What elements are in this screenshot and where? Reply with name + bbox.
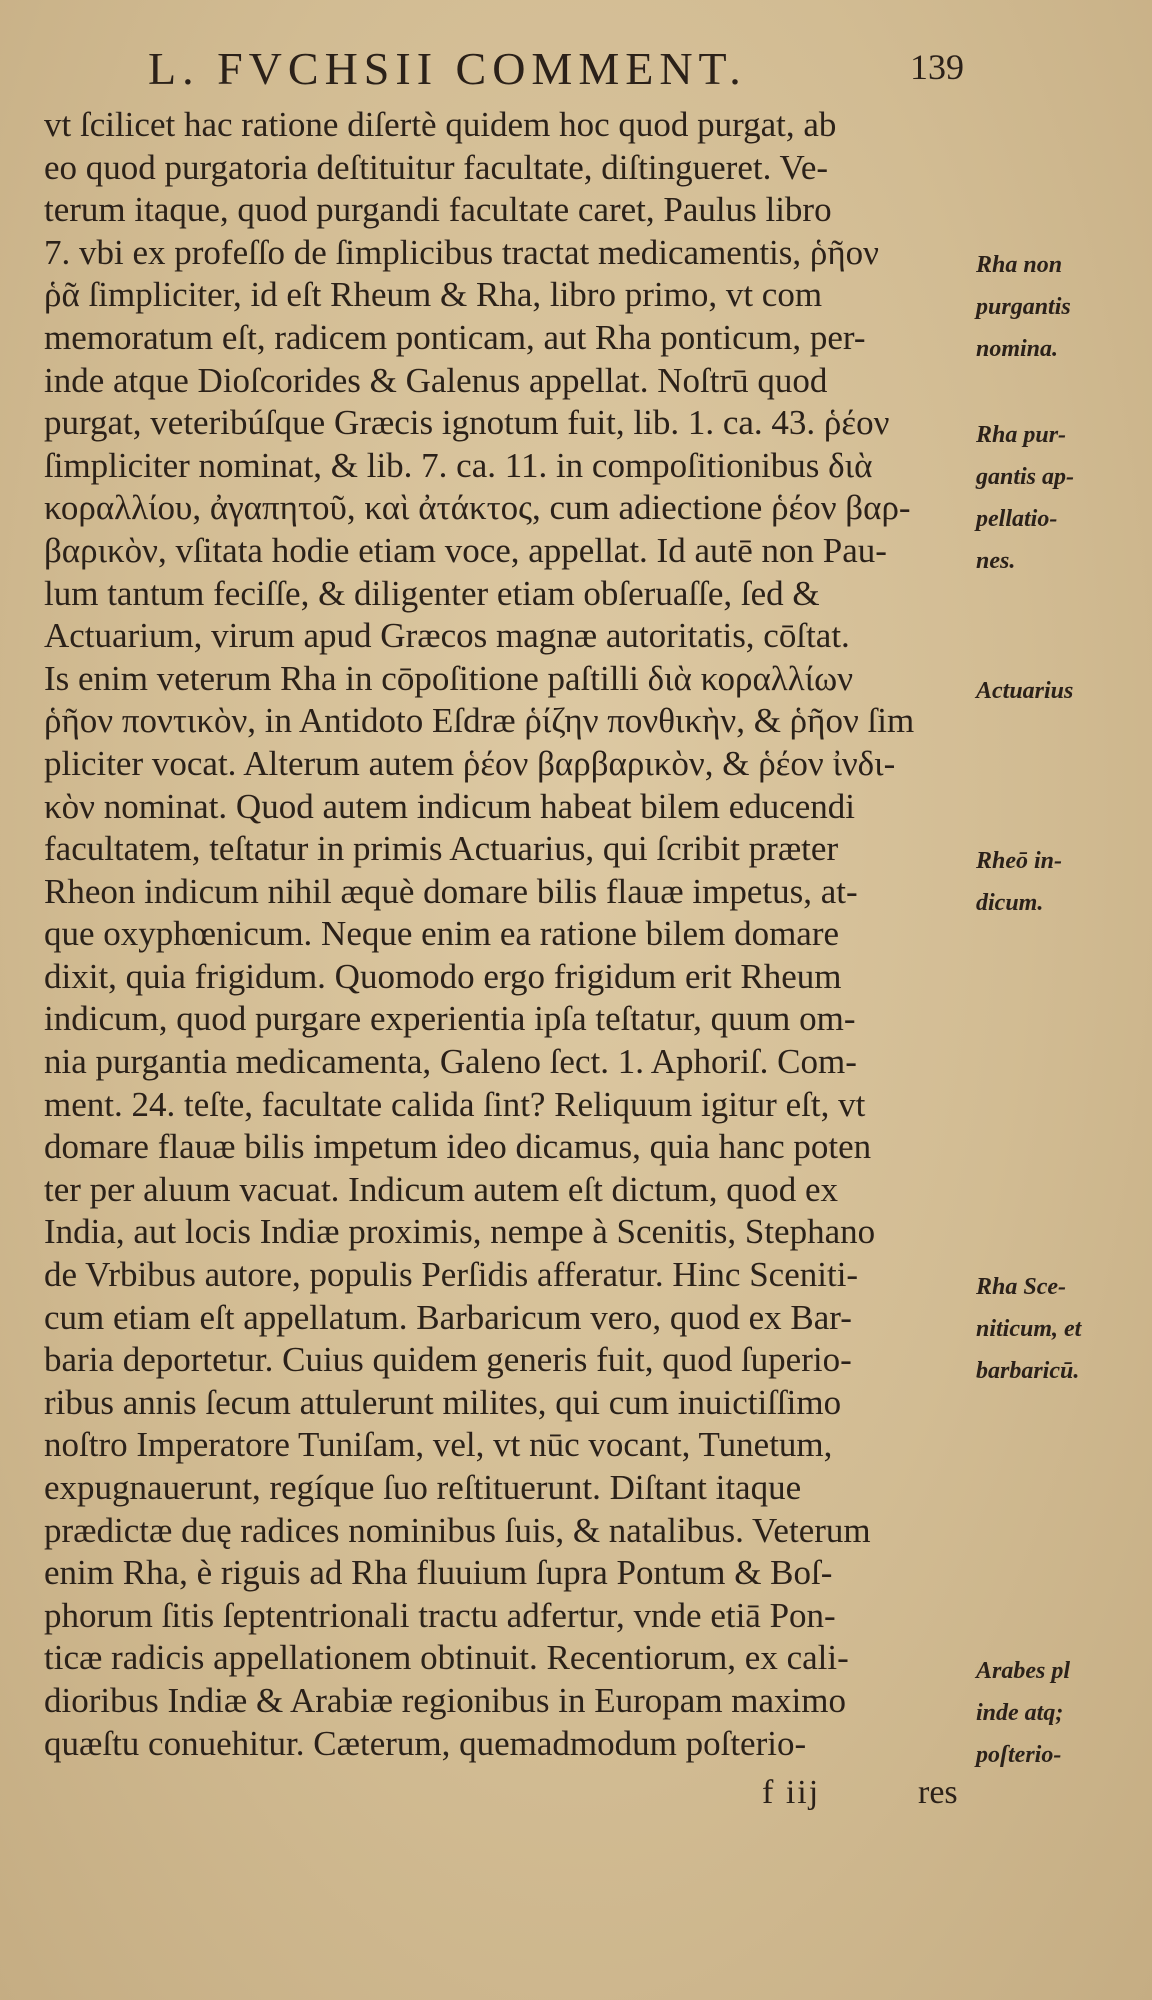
text-line: ticæ radicis appellationem obtinuit. Recentiorum, ex cali- (44, 1638, 849, 1678)
text-line: ῥᾶ ſimpliciter, id eſt Rheum & Rha, libro primo, vt com (44, 275, 823, 315)
margin-note (976, 244, 1071, 370)
text-line: domare flauæ bilis impetum ideo dicamus, quia hanc poten (44, 1127, 872, 1167)
margin-note-line: inde atq; (976, 1699, 1064, 1726)
text-line: vt ſcilicet hac ratione diſertè quidem hoc quod purgat, ab (44, 105, 837, 144)
page-number: 139 (910, 47, 964, 87)
text-line: pliciter vocat. Alterum autem ῥέον βαρβαρικὸν, & ῥέον ἰνδι- (44, 743, 896, 783)
margin-note-line: nes. (976, 548, 1016, 575)
text-line: βαρικὸν, vſitata hodie etiam voce, appellat. Id autē non Pau- (44, 530, 887, 570)
margin-note-line: Actuarius (976, 678, 1074, 704)
text-line: expugnauerunt, regíque ſuo reſtituerunt. Diſtant itaque (44, 1468, 802, 1507)
margin-note (976, 1650, 1070, 1776)
margin-note-line: Arabes pl (976, 1657, 1071, 1684)
text-line: baria deportetur. Cuius quidem generis fuit, quod ſuperio- (44, 1340, 852, 1380)
margin-note-line: Rha pur- (976, 422, 1067, 449)
text-line: κοραλλίου, ἀγαπητοῦ, καὶ ἀτάκτος, cum adiectione ῥέον βαρ- (44, 488, 911, 528)
text-line: facultatem, teſtatur in primis Actuarius, qui ſcribit præter (44, 829, 839, 869)
margin-note (976, 670, 1073, 712)
text-line: que oxyphœnicum. Neque enim ea ratione bilem domare (44, 914, 840, 954)
text-line: quæſtu conuehitur. Cæterum, quemadmodum poſterio- (44, 1723, 807, 1763)
margin-note-line: purgantis (976, 294, 1071, 320)
text-line: phorum ſitis ſeptentrionali tractu adfertur, vnde etiā Pon- (44, 1595, 836, 1635)
margin-note-line: gantis ap- (976, 464, 1075, 491)
signature-mark: f iij (762, 1774, 821, 1811)
text-line: Actuarium, virum apud Græcos magnæ autoritatis, cōſtat. (44, 616, 850, 656)
margin-note-line: Rheō in- (976, 848, 1063, 875)
text-line: κὸν nominat. Quod autem indicum habeat bilem educendi (44, 786, 856, 826)
margin-note-line: pellatio- (976, 506, 1058, 533)
text-line: noſtro Imperatore Tuniſam, vel, vt nūc vocant, Tunetum, (44, 1425, 833, 1465)
margin-note (976, 840, 1062, 924)
text-line: cum etiam eſt appellatum. Barbaricum vero, quod ex Bar- (44, 1297, 852, 1337)
text-line: ment. 24. teſte, facultate calida ſint? Reliquum igitur eſt, vt (44, 1084, 866, 1124)
body-text (44, 104, 974, 1765)
margin-note-line: barbaricū. (976, 1358, 1080, 1385)
text-line: lum tantum feciſſe, & diligenter etiam obſeruaſſe, ſed & (44, 573, 820, 613)
text-line: terum itaque, quod purgandi facultate caret, Paulus libro (44, 190, 832, 230)
text-line: memoratum eſt, radicem ponticam, aut Rha ponticum, per- (44, 317, 866, 357)
text-line: inde atque Dioſcorides & Galenus appellat. Noſtrū quod (44, 360, 828, 400)
text-line: purgat, veteribúſque Græcis ignotum fuit, lib. 1. ca. 43. ῥέον (44, 403, 890, 443)
page-footer (0, 1774, 1152, 1824)
margin-note-line: poſterio- (976, 1741, 1062, 1768)
margin-note-line: dicum. (976, 890, 1044, 917)
page-header (0, 42, 1152, 102)
text-line: prædictæ duę radices nominibus ſuis, & natalibus. Veterum (44, 1510, 871, 1550)
margin-note-line: nomina. (976, 336, 1059, 362)
text-line: ter per aluum vacuat. Indicum autem eſt dictum, quod ex (44, 1169, 839, 1209)
margin-note-line: Rha non (976, 252, 1063, 278)
text-line: 7. vbi ex profeſſo de ſimplicibus tractat medicamentis, ῥῆον (44, 232, 879, 272)
margin-note-line: Rha Sce- (976, 1274, 1066, 1301)
text-line: enim Rha, è riguis ad Rha fluuium ſupra Pontum & Boſ- (44, 1553, 833, 1593)
text-line: dioribus Indiæ & Arabiæ regionibus in Europam maximo (44, 1680, 847, 1720)
text-line: ſimpliciter nominat, & lib. 7. ca. 11. in compoſitionibus διὰ (44, 445, 873, 485)
text-line: India, aut locis Indiæ proximis, nempe à Scenitis, Stephano (44, 1212, 876, 1252)
text-line: indicum, quod purgare experientia ipſa teſtatur, quum om- (44, 999, 856, 1039)
running-title: L. FVCHSII COMMENT. (148, 43, 747, 94)
text-line: eo quod purgatoria deſtituitur facultate, diſtingueret. Ve- (44, 147, 829, 187)
margin-note-line: niticum, et (976, 1316, 1082, 1343)
margin-note (976, 414, 1074, 582)
text-line: ribus annis ſecum attulerunt milites, qui cum inuictiſſimo (44, 1382, 842, 1422)
catchword: res (918, 1774, 958, 1811)
text-line: Rheon indicum nihil æquè domare bilis flauæ impetus, at- (44, 871, 858, 911)
margin-note (976, 1266, 1081, 1392)
text-line: ῥῆον ποντικὸν, in Antidoto Eſdræ ῥίζην πονθικὴν, & ῥῆον ſim (44, 701, 915, 741)
text-line: nia purgantia medicamenta, Galeno ſect. 1. Aphoriſ. Com- (44, 1042, 857, 1082)
text-line: dixit, quia frigidum. Quomodo ergo frigidum erit Rheum (44, 956, 842, 996)
text-line: Is enim veterum Rha in cōpoſitione paſtilli διὰ κοραλλίων (44, 658, 854, 698)
text-line: de Vrbibus autore, populis Perſidis afferatur. Hinc Sceniti- (44, 1255, 859, 1295)
